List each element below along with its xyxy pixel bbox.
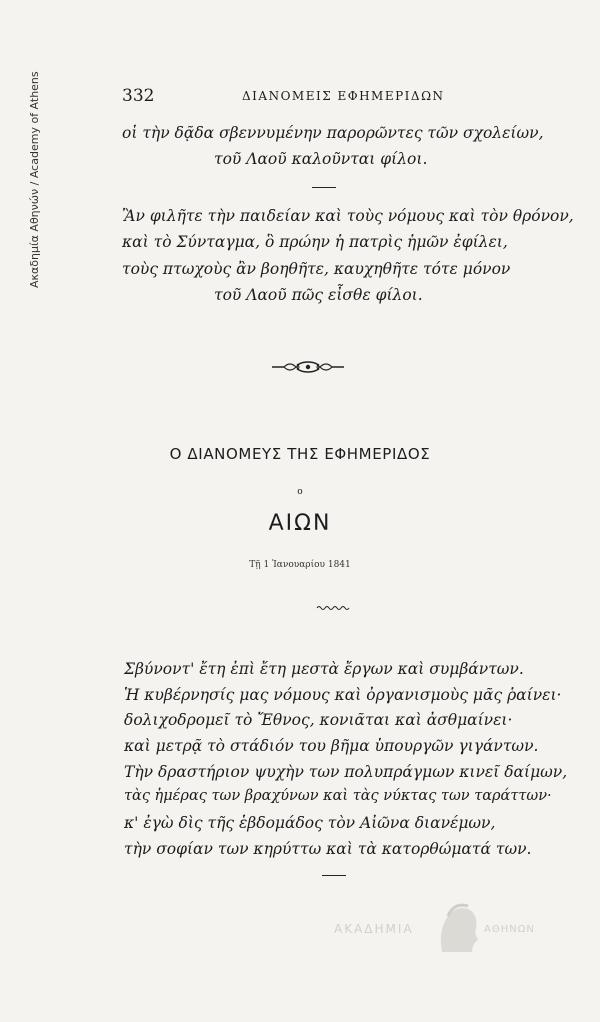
athena-head-icon xyxy=(432,900,484,960)
running-title: ΔΙΑΝΟΜΕΙΣ ΕΦΗΜΕΡΙΔΩΝ xyxy=(242,89,445,103)
verse-line: δολιχοδρομεῖ τὸ Ἔθνος, κονιᾶται καὶ ἀσθμαίνει· xyxy=(124,711,513,729)
section-article: ο xyxy=(297,487,303,497)
verse-line: τὴν σοφίαν των κηρύττω καὶ τὰ κατορθώματά των. xyxy=(124,840,532,858)
wavy-divider xyxy=(316,605,350,611)
verse-line: τοῦ Λαοῦ πῶς εἶσθε φίλοι. xyxy=(214,286,423,304)
newspaper-name: ΑΙΩΝ xyxy=(268,511,332,536)
verse-line: καὶ μετρᾷ τὸ στάδιόν του βῆμα ὑπουργῶν γιγάντων. xyxy=(124,737,539,755)
verse-line: τοῦ Λαοῦ καλοῦνται φίλοι. xyxy=(214,150,428,168)
side-watermark xyxy=(26,48,46,298)
page-header xyxy=(122,86,467,110)
verse-line: Ἂν φιλῆτε τὴν παιδείαν καὶ τοὺς νόμους καὶ τὸν θρόνον, xyxy=(122,207,574,225)
verse-line: κ' ἐγὼ δὶς τῆς ἑβδομάδος τὸν Αἰῶνα διανέμων, xyxy=(124,814,496,832)
side-watermark-text: Ακαδημία Αθηνών / Academy of Athens xyxy=(28,71,41,288)
ornament-divider xyxy=(270,360,346,374)
verse-line: τὰς ἡμέρας των βραχύνων καὶ τὰς νύκτας των ταράττων· xyxy=(124,788,552,804)
stamp-right-text: ΑΘΗΝΩΝ xyxy=(484,924,535,935)
verse-line: Τὴν δραστήριον ψυχὴν των πολυπράγμων κινεῖ δαίμων, xyxy=(124,763,568,781)
verse-line: οἱ τὴν δᾷδα σβεννυμένην παρορῶντες τῶν σχολείων, xyxy=(122,124,544,142)
academy-stamp xyxy=(334,900,574,960)
stamp-left-text: ΑΚΑΔΗΜΙΑ xyxy=(334,922,414,936)
verse-line: Ἡ κυβέρνησίς μας νόμους καὶ ὀργανισμοὺς μᾶς ῥαίνει· xyxy=(124,686,562,704)
section-date: Τῇ 1 Ἰανουαρίου 1841 xyxy=(249,560,351,570)
verse-line: καὶ τὸ Σύνταγμα, ὃ πρώην ἡ πατρὶς ἡμῶν ἐφίλει, xyxy=(122,233,508,251)
page-number: 332 xyxy=(122,86,155,106)
end-divider xyxy=(322,875,346,876)
verse-line: τοὺς πτωχοὺς ἂν βοηθῆτε, καυχηθῆτε τότε μόνον xyxy=(122,260,511,278)
stanza-divider xyxy=(312,187,336,188)
verse-line: Σβύνοντ' ἔτη ἐπὶ ἔτη μεστὰ ἔργων καὶ συμβάντων. xyxy=(124,660,524,678)
section-title: Ο ΔΙΑΝΟΜΕΥΣ ΤΗΣ ΕΦΗΜΕΡΙΔΟΣ xyxy=(169,445,431,463)
